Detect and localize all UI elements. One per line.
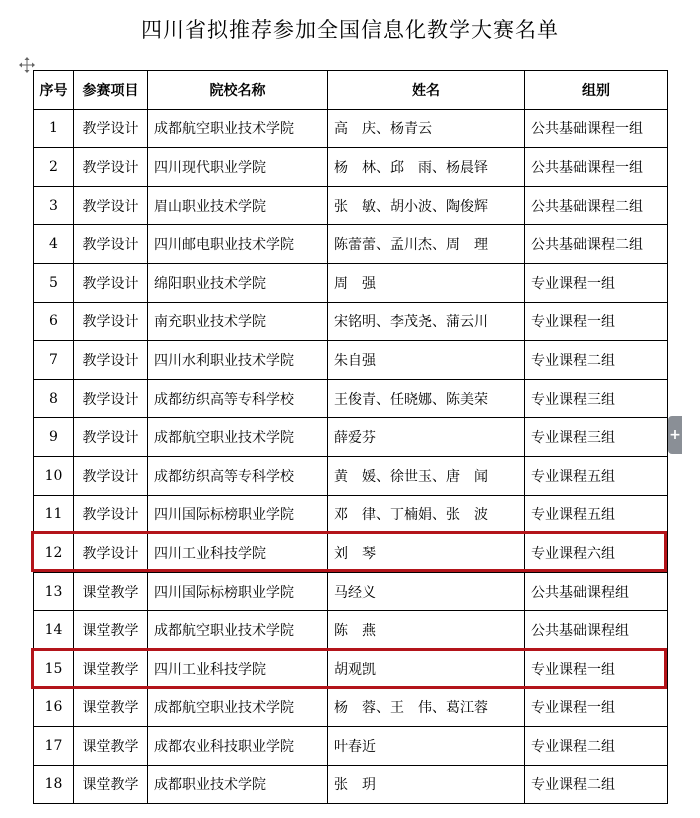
cell-school: 成都航空职业技术学院 xyxy=(148,688,328,727)
cell-school: 眉山职业技术学院 xyxy=(148,186,328,225)
cell-category: 课堂教学 xyxy=(74,765,148,804)
cell-category: 课堂教学 xyxy=(74,688,148,727)
plus-icon: + xyxy=(669,427,681,443)
cell-school: 成都纺织高等专科学校 xyxy=(148,456,328,495)
cell-names: 杨 林、邱 雨、杨晨铎 xyxy=(328,148,525,187)
cell-group: 公共基础课程组 xyxy=(525,611,668,650)
cell-number: 7 xyxy=(34,341,74,380)
cell-names: 叶春近 xyxy=(328,727,525,766)
page-title: 四川省拟推荐参加全国信息化教学大赛名单 xyxy=(141,18,559,42)
cell-number: 14 xyxy=(34,611,74,650)
cell-number: 17 xyxy=(34,727,74,766)
cell-group: 公共基础课程一组 xyxy=(525,109,668,148)
cell-names: 马经义 xyxy=(328,572,525,611)
table-row xyxy=(34,727,668,766)
table-row xyxy=(34,418,668,457)
cell-category: 课堂教学 xyxy=(74,611,148,650)
cell-category: 教学设计 xyxy=(74,302,148,341)
cell-names: 高 庆、杨青云 xyxy=(328,109,525,148)
table-row xyxy=(34,263,668,302)
cell-number: 6 xyxy=(34,302,74,341)
table-row xyxy=(34,379,668,418)
cell-category: 教学设计 xyxy=(74,495,148,534)
cell-category: 教学设计 xyxy=(74,534,148,573)
cell-school: 四川工业科技学院 xyxy=(148,649,328,688)
header-category: 参赛项目 xyxy=(74,71,148,110)
cell-number: 15 xyxy=(34,649,74,688)
header-group: 组别 xyxy=(525,71,668,110)
table-row xyxy=(34,225,668,264)
cell-category: 教学设计 xyxy=(74,148,148,187)
cell-group: 专业课程二组 xyxy=(525,765,668,804)
table-row xyxy=(34,148,668,187)
header-names: 姓名 xyxy=(328,71,525,110)
cell-school: 成都职业技术学院 xyxy=(148,765,328,804)
cell-number: 2 xyxy=(34,148,74,187)
cell-names: 周 强 xyxy=(328,263,525,302)
cell-category: 教学设计 xyxy=(74,379,148,418)
cell-group: 专业课程一组 xyxy=(525,649,668,688)
cell-names: 胡观凯 xyxy=(328,649,525,688)
cell-category: 教学设计 xyxy=(74,263,148,302)
table-row xyxy=(34,611,668,650)
cell-category: 课堂教学 xyxy=(74,727,148,766)
table-row xyxy=(34,649,668,688)
cell-number: 8 xyxy=(34,379,74,418)
cell-names: 张 玥 xyxy=(328,765,525,804)
cell-category: 教学设计 xyxy=(74,456,148,495)
cell-names: 陈蕾蕾、孟川杰、周 理 xyxy=(328,225,525,264)
cell-number: 1 xyxy=(34,109,74,148)
cell-group: 公共基础课程二组 xyxy=(525,225,668,264)
cell-number: 18 xyxy=(34,765,74,804)
cell-group: 专业课程三组 xyxy=(525,379,668,418)
cell-group: 专业课程一组 xyxy=(525,263,668,302)
cell-school: 四川邮电职业技术学院 xyxy=(148,225,328,264)
cell-school: 四川国际标榜职业学院 xyxy=(148,572,328,611)
cell-names: 黄 媛、徐世玉、唐 闻 xyxy=(328,456,525,495)
cell-group: 专业课程一组 xyxy=(525,302,668,341)
cell-names: 刘 琴 xyxy=(328,534,525,573)
cell-school: 成都农业科技职业学院 xyxy=(148,727,328,766)
cell-group: 专业课程五组 xyxy=(525,495,668,534)
cell-number: 10 xyxy=(34,456,74,495)
cell-school: 成都航空职业技术学院 xyxy=(148,611,328,650)
cell-number: 12 xyxy=(34,534,74,573)
cell-number: 5 xyxy=(34,263,74,302)
table-row xyxy=(34,186,668,225)
cell-names: 陈 燕 xyxy=(328,611,525,650)
cell-group: 专业课程五组 xyxy=(525,456,668,495)
table-row xyxy=(34,765,668,804)
cell-school: 成都航空职业技术学院 xyxy=(148,418,328,457)
cell-school: 四川现代职业学院 xyxy=(148,148,328,187)
cell-names: 宋铭明、李茂尧、蒲云川 xyxy=(328,302,525,341)
cell-school: 四川国际标榜职业学院 xyxy=(148,495,328,534)
cell-category: 教学设计 xyxy=(74,186,148,225)
cell-category: 教学设计 xyxy=(74,225,148,264)
cell-number: 13 xyxy=(34,572,74,611)
cell-school: 成都纺织高等专科学校 xyxy=(148,379,328,418)
cell-category: 课堂教学 xyxy=(74,572,148,611)
cell-category: 教学设计 xyxy=(74,418,148,457)
cell-school: 南充职业技术学院 xyxy=(148,302,328,341)
cell-number: 3 xyxy=(34,186,74,225)
table-row xyxy=(34,688,668,727)
cell-names: 朱自强 xyxy=(328,341,525,380)
nominee-table xyxy=(33,70,668,804)
cell-number: 11 xyxy=(34,495,74,534)
cell-names: 王俊青、任晓娜、陈美荣 xyxy=(328,379,525,418)
cell-category: 教学设计 xyxy=(74,341,148,380)
cell-number: 16 xyxy=(34,688,74,727)
cell-names: 张 敏、胡小波、陶俊辉 xyxy=(328,186,525,225)
table-row xyxy=(34,534,668,573)
header-number: 序号 xyxy=(34,71,74,110)
cell-group: 公共基础课程组 xyxy=(525,572,668,611)
cell-category: 课堂教学 xyxy=(74,649,148,688)
cell-school: 成都航空职业技术学院 xyxy=(148,109,328,148)
cell-names: 薛爱芬 xyxy=(328,418,525,457)
table-row xyxy=(34,456,668,495)
table-row xyxy=(34,109,668,148)
cell-category: 教学设计 xyxy=(74,109,148,148)
cell-school: 绵阳职业技术学院 xyxy=(148,263,328,302)
cell-names: 杨 蓉、王 伟、葛江蓉 xyxy=(328,688,525,727)
header-school: 院校名称 xyxy=(148,71,328,110)
cell-number: 9 xyxy=(34,418,74,457)
table-row xyxy=(34,495,668,534)
cell-group: 公共基础课程二组 xyxy=(525,186,668,225)
cell-names: 邓 律、丁楠娟、张 波 xyxy=(328,495,525,534)
cell-group: 专业课程六组 xyxy=(525,534,668,573)
cell-group: 专业课程二组 xyxy=(525,727,668,766)
table-row xyxy=(34,572,668,611)
cell-group: 公共基础课程一组 xyxy=(525,148,668,187)
table-header-row xyxy=(34,71,668,110)
table-row xyxy=(34,302,668,341)
cell-group: 专业课程二组 xyxy=(525,341,668,380)
cell-group: 专业课程三组 xyxy=(525,418,668,457)
cell-group: 专业课程一组 xyxy=(525,688,668,727)
cell-school: 四川水利职业技术学院 xyxy=(148,341,328,380)
table-row xyxy=(34,341,668,380)
cell-school: 四川工业科技学院 xyxy=(148,534,328,573)
side-expand-tab[interactable] xyxy=(668,416,682,454)
cell-number: 4 xyxy=(34,225,74,264)
